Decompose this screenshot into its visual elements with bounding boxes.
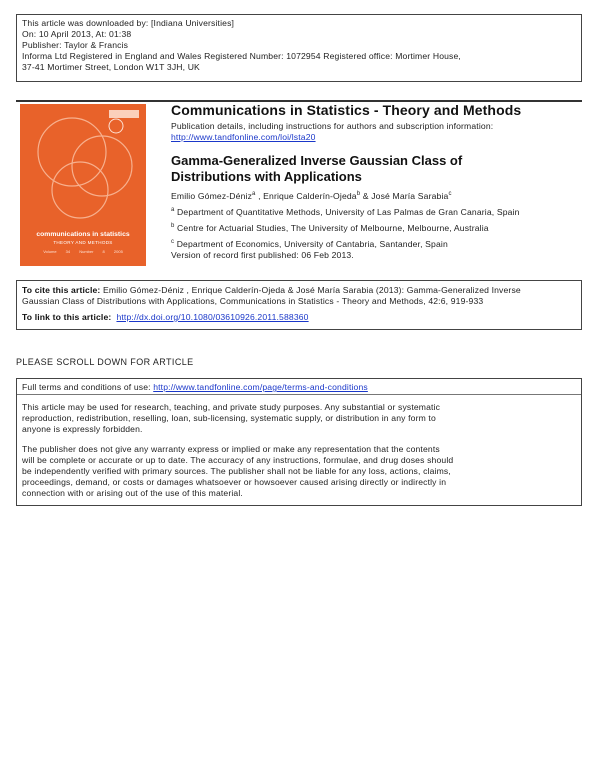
journal-cover-image [20,104,146,266]
affiliation-list [171,205,581,261]
terms-box [16,378,582,506]
author-name: Enrique Calderín-Ojeda [263,191,357,201]
disclaimer-line: The publisher does not give any warranty express or implied or make any representation that the contents [22,444,440,454]
affiliation-item [171,237,581,250]
terms-link[interactable]: http://www.tandfonline.com/page/terms-and-conditions [153,382,368,392]
disclaimer-line: connection with or arising out of the use of this material. [22,488,243,498]
author-sup: c [448,191,452,197]
doi-link[interactable]: http://dx.doi.org/10.1080/03610926.2011.588360 [116,312,309,322]
affiliation-sup: b [171,223,175,229]
terms-label: Full terms and conditions of use: [22,382,151,392]
scroll-down-note: PLEASE SCROLL DOWN FOR ARTICLE [16,357,194,367]
article-header [171,100,581,261]
affiliation-text: Department of Quantitative Methods, University of Las Palmas de Gran Canaria, Spain [177,207,520,217]
cite-line [22,285,576,296]
disclaimer-line: proceedings, demand, or costs or damages whatsoever or howsoever caused arising directly or indirectly in [22,477,447,487]
affiliation-text: Department of Economics, University of Cantabria, Santander, Spain [176,239,448,249]
link-label: To link to this article: [22,312,112,322]
usage-line: anyone is expressly forbidden. [22,424,143,434]
author-separator: , [255,191,264,201]
citation-box [16,280,582,330]
usage-line: This article may be used for research, teaching, and private study purposes. Any substantial or systematic [22,402,441,412]
author-name: José María Sarabia [371,191,449,201]
disclaimer-line: be independently verified with primary sources. The publisher shall not be liable for any loss, actions, claims, [22,466,451,476]
article-title [171,153,581,185]
version-note: Version of record first published: 06 Feb 2013. [171,250,354,260]
author-separator: & [360,191,372,201]
author-sup: a [252,191,256,197]
usage-paragraph [22,402,576,435]
author-name: Emilio Gómez-Déniz [171,191,253,201]
affiliation-item [171,205,581,218]
author-sup: b [356,191,361,197]
cite-text: Emilio Gómez-Déniz , Enrique Calderín-Ojeda & José María Sarabia (2013): Gamma-Generalized Inverse [103,285,521,295]
cover-volume: Volume 34 Number 8 2005 [43,249,123,254]
affiliation-text: Centre for Actuarial Studies, The University of Melbourne, Melbourne, Australia [177,223,489,233]
cite-text: Gaussian Class of Distributions with Applications, Communications in Statistics - Theory and Methods, 42:6, 919-933 [22,296,484,306]
download-info-box [16,14,582,82]
disclaimer-paragraph [22,444,576,499]
author-list [171,189,581,202]
journal-title: Communications in Statistics - Theory and Methods [171,102,522,118]
article-title-line: Gamma-Generalized Inverse Gaussian Class of [171,153,463,168]
disclaimer-line: will be complete or accurate or up to date. The accuracy of any instructions, formulae, and drug doses should [22,455,454,465]
article-title-line: Distributions with Applications [171,169,362,184]
download-line: Publisher: Taylor & Francis [22,40,129,50]
download-line: 37-41 Mortimer Street, London W1T 3JH, UK [22,62,200,72]
usage-line: reproduction, redistribution, reselling, loan, sub-licensing, systematic supply, or distribution in any form to [22,413,436,423]
affiliation-sup: c [171,239,175,245]
cover-title: communications in statistics [36,231,130,238]
cite-label: To cite this article: [22,285,101,295]
doi-line [22,312,576,323]
download-line: This article was downloaded by: [Indiana Universities] [22,18,235,28]
terms-line [22,382,576,393]
cover-subtitle: THEORY AND METHODS [53,240,113,245]
download-line: On: 10 April 2013, At: 01:38 [22,29,132,39]
terms-divider [17,394,581,395]
journal-link[interactable]: http://www.tandfonline.com/loi/lsta20 [171,132,316,142]
affiliation-item [171,221,581,234]
affiliation-sup: a [171,207,175,213]
download-line: Informa Ltd Registered in England and Wales Registered Number: 1072954 Registered office: Mortimer House, [22,51,461,61]
publication-details: Publication details, including instructions for authors and subscription information: [171,121,494,131]
